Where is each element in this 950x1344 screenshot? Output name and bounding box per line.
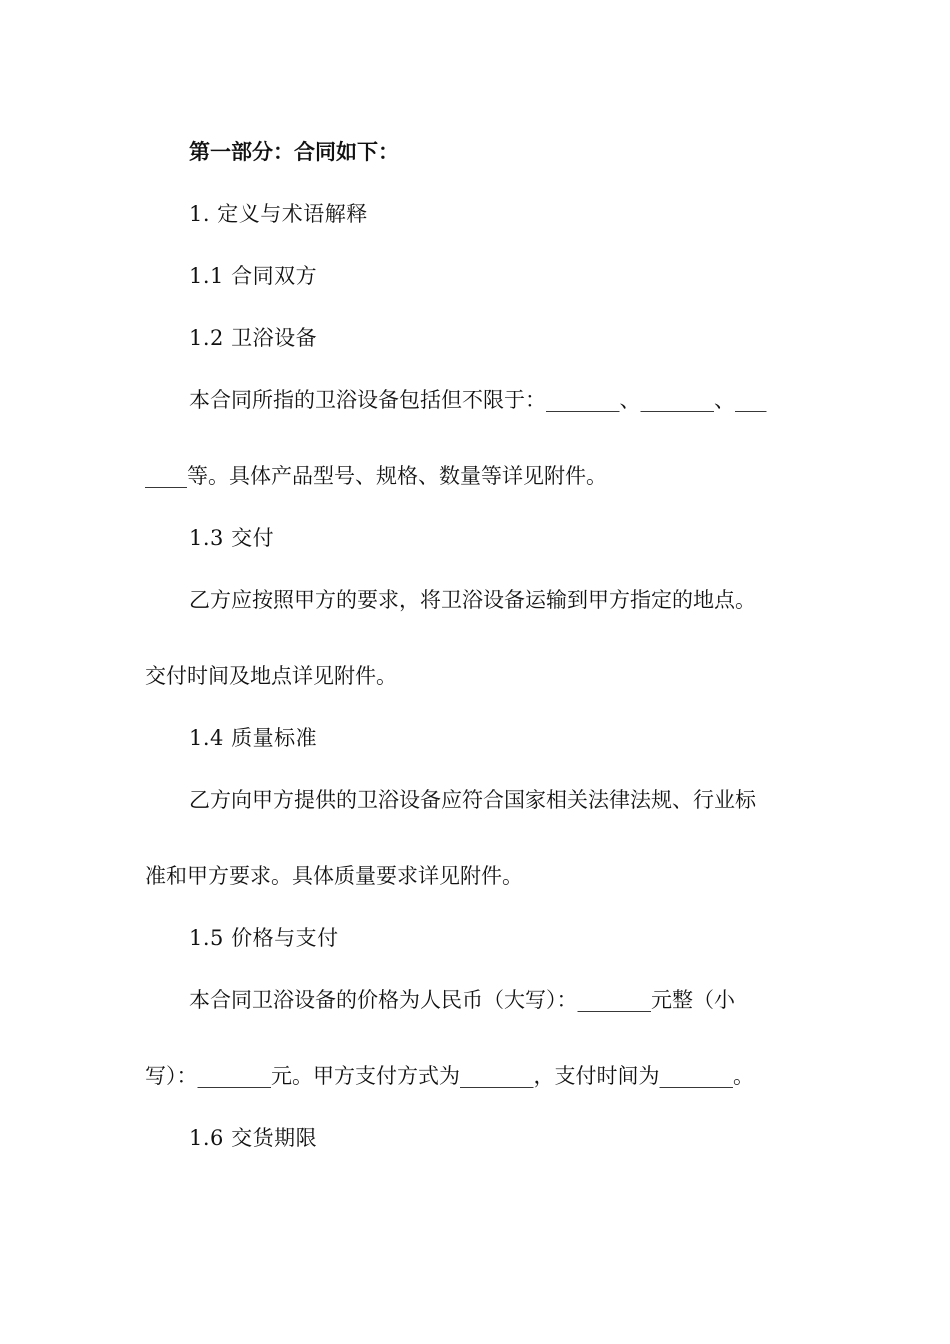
price-paragraph-line-2: 写）：_______元。甲方支付方式为_______，支付时间为_______。 [145,1064,754,1088]
section-title-definitions: 1. 定义与术语解释 [189,202,368,226]
subsection-title-delivery: 1.3 交付 [189,526,275,550]
equipment-paragraph-line-1: 本合同所指的卫浴设备包括但不限于：_______、_______、___ [189,388,767,412]
subsection-title-parties: 1.1 合同双方 [189,264,318,288]
delivery-paragraph-line-2: 交付时间及地点详见附件。 [145,664,397,688]
subsection-title-equipment: 1.2 卫浴设备 [189,326,318,350]
subsection-title-price: 1.5 价格与支付 [189,926,339,950]
part-heading: 第一部分：合同如下： [189,139,399,164]
subsection-title-quality: 1.4 质量标准 [189,726,318,750]
quality-paragraph-line-1: 乙方向甲方提供的卫浴设备应符合国家相关法律法规、行业标 [189,788,756,812]
price-paragraph-line-1: 本合同卫浴设备的价格为人民币（大写）：_______元整（小 [189,988,735,1012]
delivery-paragraph-line-1: 乙方应按照甲方的要求，将卫浴设备运输到甲方指定的地点。 [189,588,756,612]
equipment-paragraph-line-2: ____等。具体产品型号、规格、数量等详见附件。 [145,464,607,488]
subsection-title-delivery-period: 1.6 交货期限 [189,1126,318,1150]
quality-paragraph-line-2: 准和甲方要求。具体质量要求详见附件。 [145,864,523,888]
